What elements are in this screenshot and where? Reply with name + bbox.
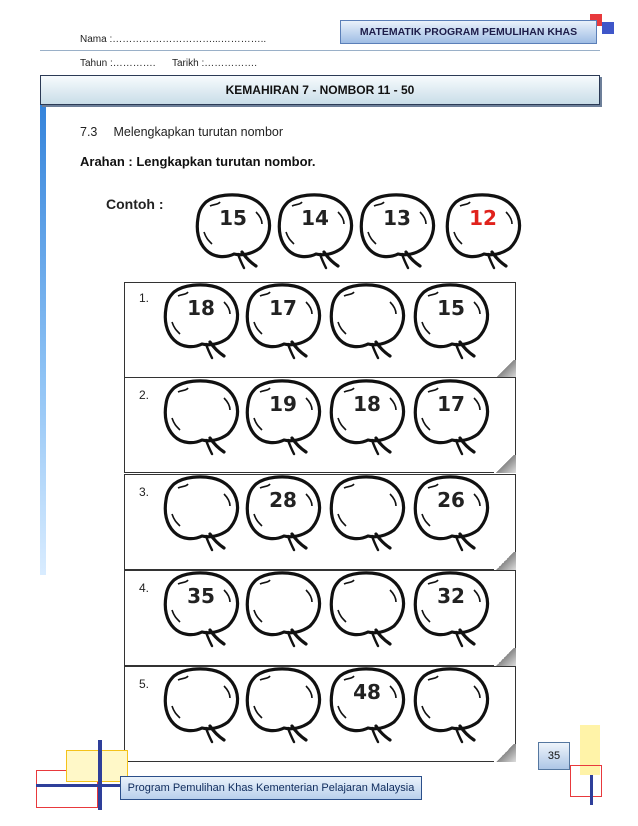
answer-leaf[interactable] (326, 470, 408, 552)
leaf-number: 12 (469, 206, 497, 230)
leaf-number: 14 (301, 206, 329, 230)
instruction: Arahan : Lengkapkan turutan nombor. (80, 154, 316, 169)
name-field: Nama :…………………………...………….. (80, 34, 267, 45)
leaf-number: 48 (353, 680, 381, 704)
divider (40, 50, 600, 51)
answer-leaf[interactable] (410, 662, 492, 744)
footer-banner: Program Pemulihan Khas Kementerian Pelajaran Malaysia (120, 776, 422, 800)
answer-leaf[interactable] (160, 278, 242, 360)
question-number: 2. (139, 388, 150, 402)
example-leaf-highlight (442, 188, 524, 270)
answer-leaf[interactable] (242, 374, 324, 456)
answer-leaf[interactable] (160, 374, 242, 456)
example-leaf (274, 188, 356, 270)
example-label: Contoh : (106, 196, 164, 212)
leaf-outline (326, 470, 408, 552)
leaf-outline (410, 662, 492, 744)
example-leaf (356, 188, 438, 270)
skill-title: KEMAHIRAN 7 - NOMBOR 11 - 50 (40, 75, 600, 105)
leaf-number: 35 (187, 584, 215, 608)
answer-leaf[interactable] (326, 662, 408, 744)
answer-leaf[interactable] (160, 470, 242, 552)
answer-leaf[interactable] (242, 278, 324, 360)
section-title: Melengkapkan turutan nombor (113, 125, 284, 139)
leaf-number: 28 (269, 488, 297, 512)
example-leaf (192, 188, 274, 270)
leaf-number: 19 (269, 392, 297, 416)
answer-leaf[interactable] (160, 566, 242, 648)
question-number: 3. (139, 485, 150, 499)
page-curl (494, 552, 516, 570)
date-field: Tarikh :……………. (172, 58, 258, 69)
leaf-outline (326, 278, 408, 360)
leaf-number: 17 (437, 392, 465, 416)
question-number: 4. (139, 581, 150, 595)
leaf-outline (160, 662, 242, 744)
leaf-outline (160, 374, 242, 456)
leaf-outline (242, 662, 324, 744)
section-number: 7.3 (80, 125, 98, 139)
page-curl (494, 744, 516, 762)
program-banner: MATEMATIK PROGRAM PEMULIHAN KHAS (340, 20, 597, 44)
answer-leaf[interactable] (242, 662, 324, 744)
leaf-outline (160, 470, 242, 552)
question-number: 5. (139, 677, 150, 691)
answer-leaf[interactable] (326, 566, 408, 648)
answer-leaf[interactable] (410, 374, 492, 456)
leaf-number: 17 (269, 296, 297, 320)
answer-leaf[interactable] (410, 566, 492, 648)
page-curl (494, 455, 516, 473)
leaf-number: 15 (219, 206, 247, 230)
answer-leaf[interactable] (160, 662, 242, 744)
section-heading (80, 125, 283, 139)
page-number: 35 (538, 742, 570, 770)
leaf-outline (242, 566, 324, 648)
footer-decoration-left (36, 740, 126, 810)
leaf-number: 18 (353, 392, 381, 416)
left-decorative-bar (40, 85, 46, 575)
leaf-number: 18 (187, 296, 215, 320)
leaf-number: 32 (437, 584, 465, 608)
answer-leaf[interactable] (242, 566, 324, 648)
answer-leaf[interactable] (326, 374, 408, 456)
page-curl (494, 648, 516, 666)
leaf-number: 13 (383, 206, 411, 230)
leaf-outline (326, 566, 408, 648)
leaf-number: 26 (437, 488, 465, 512)
answer-leaf[interactable] (410, 470, 492, 552)
answer-leaf[interactable] (326, 278, 408, 360)
page-curl (494, 360, 516, 378)
leaf-number: 15 (437, 296, 465, 320)
answer-leaf[interactable] (410, 278, 492, 360)
answer-leaf[interactable] (242, 470, 324, 552)
year-field: Tahun :…………. (80, 58, 156, 69)
question-number: 1. (139, 291, 150, 305)
